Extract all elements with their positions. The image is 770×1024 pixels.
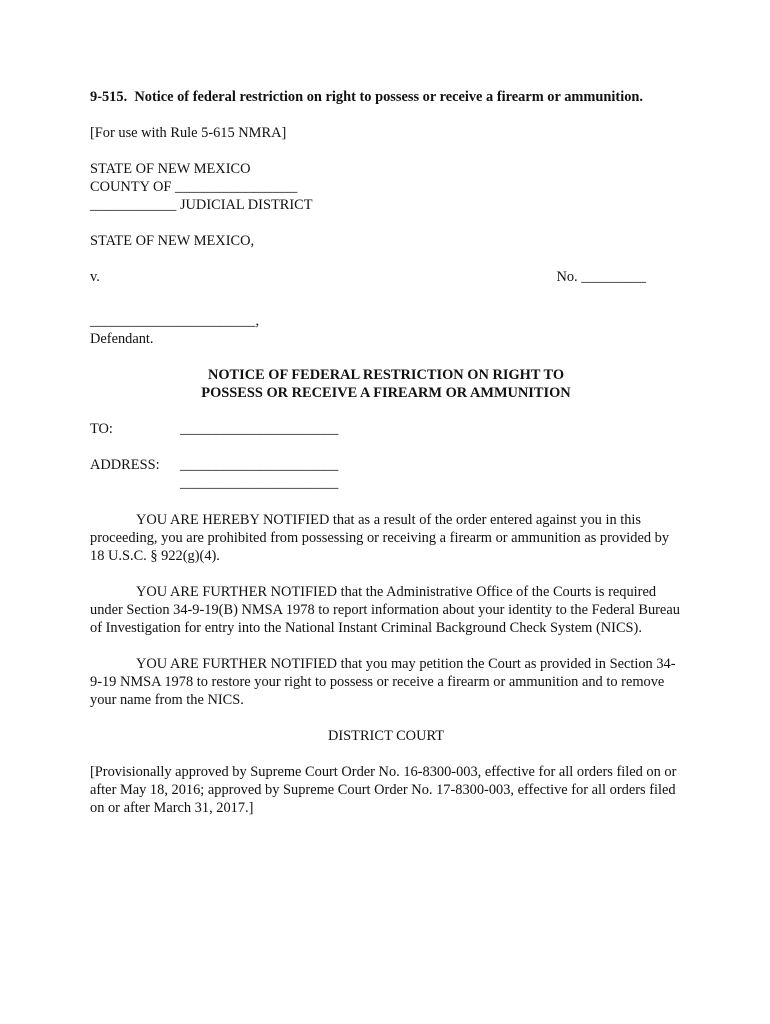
approval-note: [Provisionally approved by Supreme Court Order No. 16-8300-003, effective for all orders filed on or after May 18, 2016; approved by Supreme Court Order No. 17-8300-003, effective for all orders filed on or after March 31, 2017.] (90, 764, 677, 816)
caption-district: ____________ JUDICIAL DISTRICT (90, 197, 313, 213)
notice-paragraph-2: YOU ARE FURTHER NOTIFIED that the Administrative Office of the Courts is required under Section 34-9-19(B) NMSA 1978 to report information about your identity to the Federal Bureau of Investigation for entry into the National Instant Criminal Background Check System (NICS). (90, 584, 680, 636)
to-blank: ______________________ (180, 421, 339, 437)
case-number: No. _________ (556, 269, 646, 285)
form-body (90, 88, 682, 831)
notice-title-line-1: NOTICE OF FEDERAL RESTRICTION ON RIGHT TO (207, 367, 565, 383)
signature-block: DISTRICT COURT (327, 728, 444, 744)
to-row (90, 420, 682, 438)
address-label: ADDRESS: (90, 457, 160, 473)
notice-paragraph-3: YOU ARE FURTHER NOTIFIED that you may petition the Court as provided in Section 34-9-19 NMSA 1978 to restore your right to possess or receive a firearm or ammunition and to remove your name from the NICS. (90, 656, 676, 708)
to-label: TO: (90, 421, 113, 437)
rule-note: [For use with Rule 5-615 NMRA] (90, 125, 287, 141)
address-row (90, 456, 682, 474)
address-blank-1: ______________________ (180, 457, 339, 473)
defendant-blank: _______________________, (90, 313, 260, 329)
notice-title (90, 366, 682, 402)
plaintiff-name: STATE OF NEW MEXICO, (90, 233, 255, 249)
court-caption (90, 160, 682, 214)
notice-paragraph-1: YOU ARE HEREBY NOTIFIED that as a result of the order entered against you in this proceeding, you are prohibited from possessing or receiving a firearm or ammunition as provided by 18 U.S.C. § 922(g)(4). (90, 512, 670, 564)
versus-row (90, 268, 646, 286)
notice-title-line-2: POSSESS OR RECEIVE A FIREARM OR AMMUNITION (201, 385, 571, 401)
defendant-label: Defendant. (90, 331, 154, 347)
defendant-block (90, 312, 682, 348)
address-row-2 (90, 474, 682, 492)
caption-county: COUNTY OF _________________ (90, 179, 298, 195)
form-heading: 9-515. Notice of federal restriction on right to possess or receive a firearm or ammunition. (90, 89, 643, 105)
caption-state: STATE OF NEW MEXICO (90, 161, 251, 177)
address-blank-2: ______________________ (180, 475, 339, 491)
versus-label: v. (90, 269, 100, 285)
